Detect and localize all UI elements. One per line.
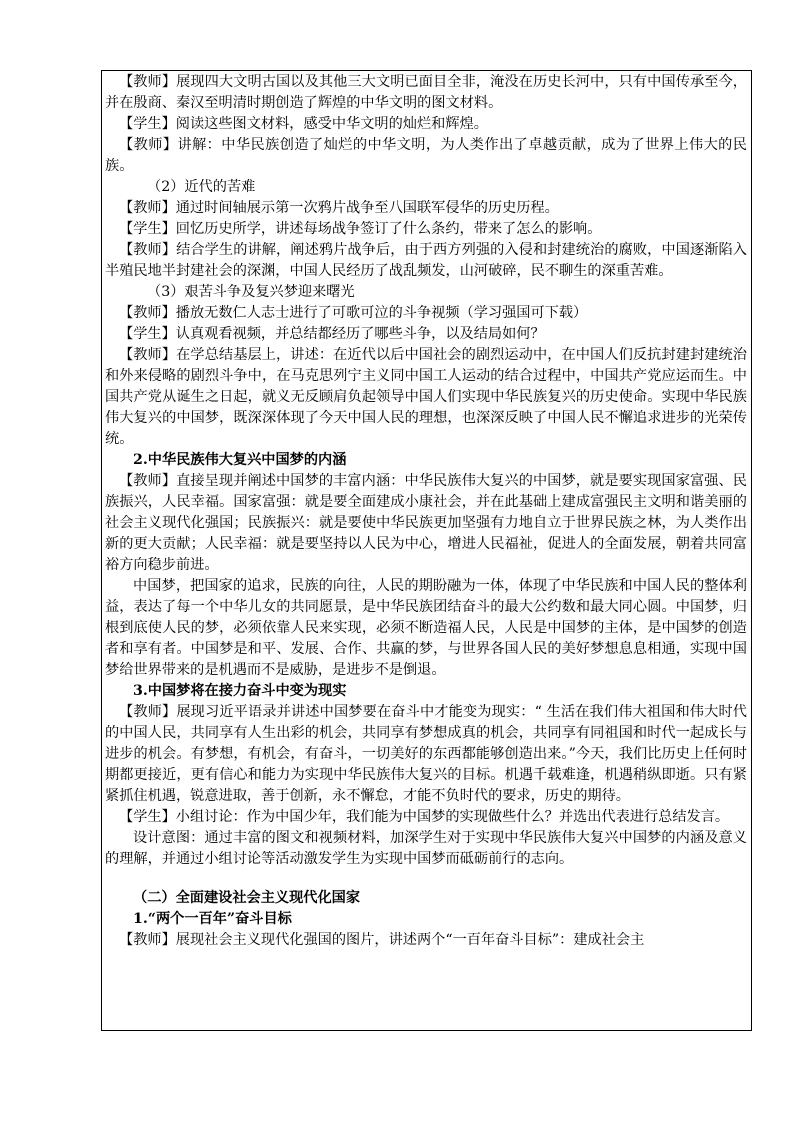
design-intent: 设计意图：通过丰富的图文和视频材料，加深学生对于实现中华民族伟大复兴中国梦的内涵及意义的理解，并通过小组讨论等活动激发学生为实现中国梦而砥砺前行的志向。 bbox=[105, 830, 747, 867]
paragraph: 【学生】认真观看视频，并总结都经历了哪些斗争，以及结局如何？ bbox=[119, 326, 545, 342]
paragraph: 【教师】通过时间轴展示第一次鸦片战争至八国联军侵华的历史历程。 bbox=[119, 200, 559, 216]
paragraph: 【教师】展现四大文明古国以及其他三大文明已面目全非，淹没在历史长河中，只有中国传承至今，并在殷商、秦汉至明清时期创造了辉煌的中华文明的图文材料。 bbox=[105, 74, 747, 111]
section-heading: 1.“两个一百年”奋斗目标 bbox=[133, 911, 292, 927]
paragraph: 中国梦，把国家的追求，民族的向往，人民的期盼融为一体，体现了中华民族和中国人民的整体利益，表达了每一个中华儿女的共同愿景，是中华民族团结奋斗的最大公约数和最大同心圆。中国梦，归根到底使人民的梦，必须依靠人民来实现，必须不断造福人民，人民是中国梦的主体，是中国梦的创造者和享有者。中国梦是和平、发展、合作、共赢的梦，与世界各国人民的美好梦想息息相通，实现中国梦给世界带来的是机遇而不是威胁，是进步不是倒退。 bbox=[105, 578, 747, 678]
paragraph: 【教师】在学总结基层上，讲述：在近代以后中国社会的剧烈运动中，在中国人们反抗封建封建统治和外来侵略的剧烈斗争中，在马克思列宁主义同中国工人运动的结合过程中，中国共产党应运而生。中国共产党从诞生之日起，就义无反顾肩负起领导中国人们实现中华民族复兴的历史使命。实现中华民族伟大复兴的中国梦，既深深体现了今天中国人民的理想，也深深反映了中国人民不懈追求进步的光荣传统。 bbox=[105, 347, 747, 447]
paragraph: 【学生】阅读这些图文材料，感受中华文明的灿烂和辉煌。 bbox=[119, 116, 488, 132]
paragraph: 【教师】讲解：中华民族创造了灿烂的中华文明，为人类作出了卓越贡献，成为了世界上伟大的民族。 bbox=[105, 137, 747, 174]
section-heading: 3.中国梦将在接力奋斗中变为现实 bbox=[133, 683, 347, 699]
paragraph: 【教师】展现习近平语录并讲述中国梦要在奋斗中才能变为现实：“ 生活在我们伟大祖国和伟大时代的中国人民，共同享有人生出彩的机会，共同享有梦想成真的机会，共同享有同祖国和时代一起成长与进步的机会。有梦想，有机会，有奋斗，一切美好的东西都能够创造出来。”今天，我们比历史上任何时期都更接近，更有信心和能力为实现中华民族伟大复兴的目标。机遇千载难逢，机遇稍纵即逝。只有紧紧抓住机遇，锐意进取，善于创新，永不懈怠，才能不负时代的要求，历史的期待。 bbox=[105, 704, 747, 804]
paragraph: 【教师】结合学生的讲解，阐述鸦片战争后，由于西方列强的入侵和封建统治的腐败，中国逐渐陷入半殖民地半封建社会的深渊，中国人民经历了战乱频发，山河破碎，民不聊生的深重苦难。 bbox=[105, 242, 747, 279]
section-heading: 2.中华民族伟大复兴中国梦的内涵 bbox=[133, 452, 347, 468]
paragraph: 【教师】播放无数仁人志士进行了可歌可泣的斗争视频（学习强国可下载） bbox=[119, 305, 588, 321]
subheading: （2）近代的苦难 bbox=[147, 179, 256, 195]
section-heading: （二）全面建设社会主义现代化国家 bbox=[133, 890, 361, 906]
paragraph: 【教师】展现社会主义现代化强国的图片，讲述两个“一百年奋斗目标”：建成社会主 bbox=[119, 932, 645, 948]
paragraph: 【学生】小组讨论：作为中国少年，我们能为中国梦的实现做些什么？并选出代表进行总结发言。 bbox=[119, 809, 730, 825]
paragraph: 【学生】回忆历史所学，讲述每场战争签订了什么条约，带来了怎么的影响。 bbox=[119, 221, 602, 237]
document-body bbox=[105, 72, 747, 951]
subheading: （3）艰苦斗争及复兴梦迎来曙光 bbox=[147, 284, 355, 300]
spacer bbox=[105, 870, 747, 888]
paragraph: 【教师】直接呈现并阐述中国梦的丰富内涵：中华民族伟大复兴的中国梦，就是要实现国家富强、民族振兴，人民幸福。国家富强：就是要全面建成小康社会，并在此基础上建成富强民主文明和谐美丽的社会主义现代化强国；民族振兴：就是要使中华民族更加坚强有力地自立于世界民族之林，为人类作出新的更大贡献；人民幸福：就是要坚持以人民为中心，增进人民福祉，促进人的全面发展，朝着共同富裕方向稳步前进。 bbox=[105, 473, 747, 573]
